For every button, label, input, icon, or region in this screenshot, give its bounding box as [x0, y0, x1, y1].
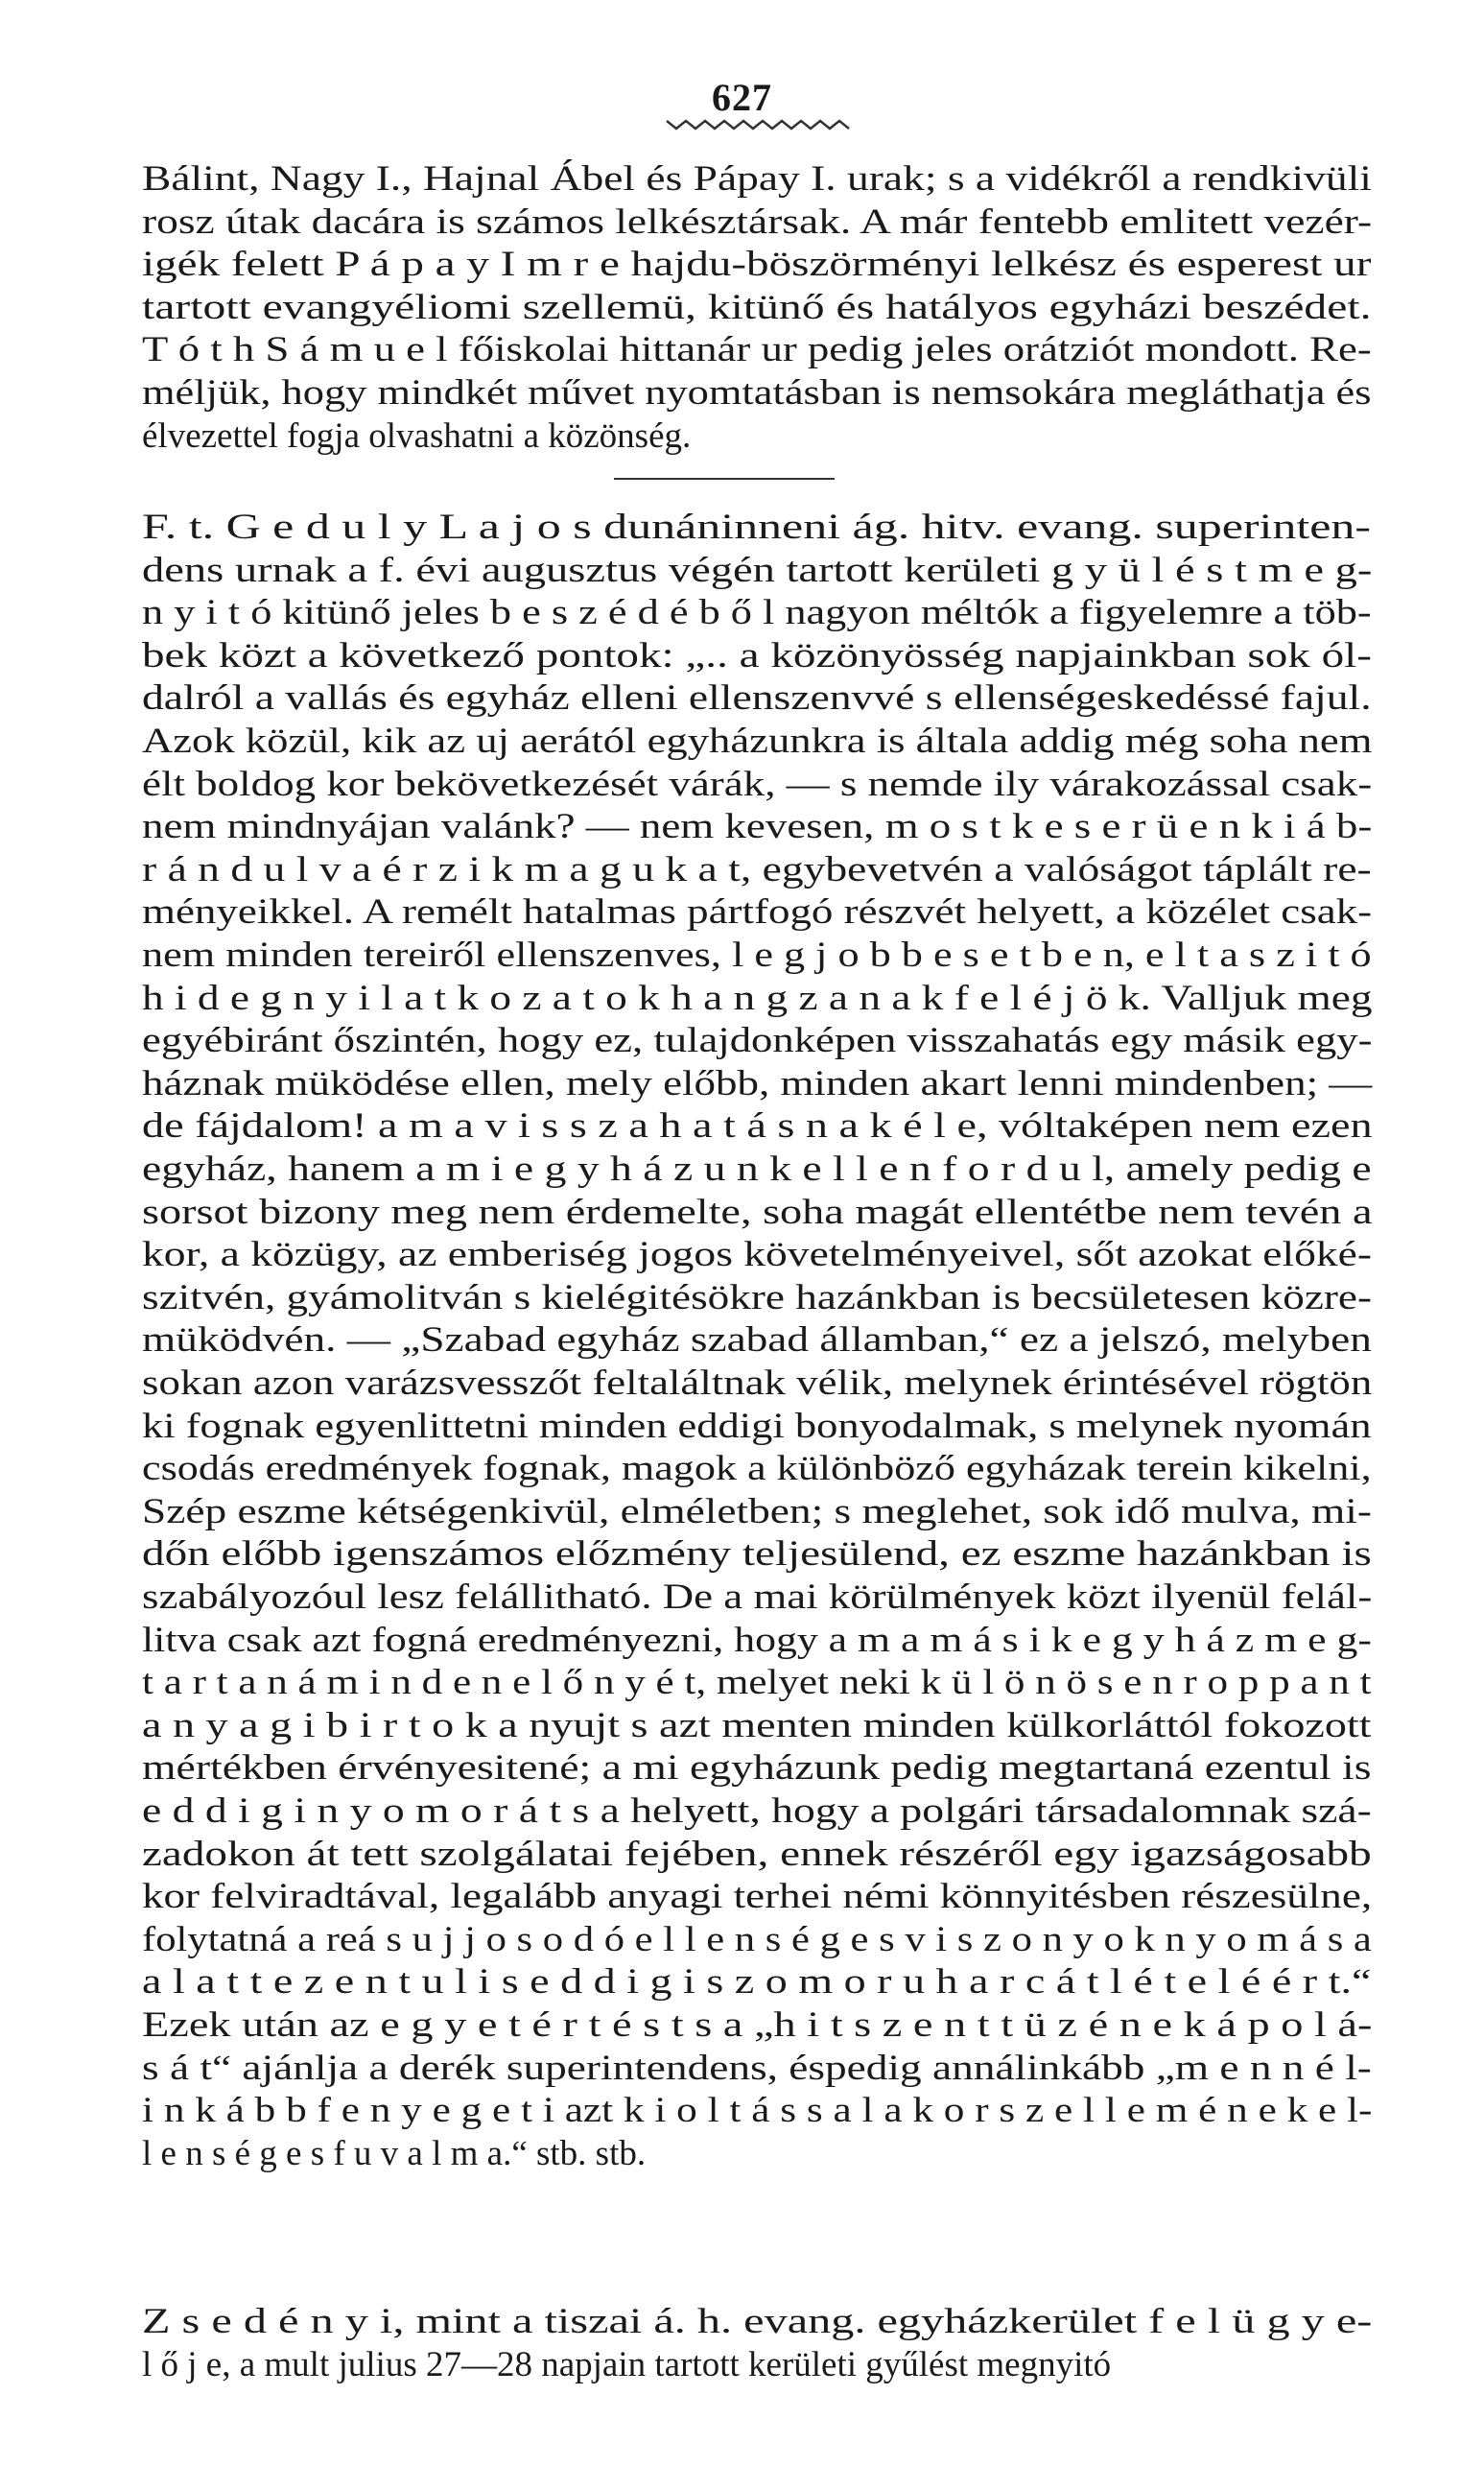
text-line: Z s e d é n y i, mint a tiszai á. h. evang. egyházkerület f e l ü g y e- [142, 2302, 1373, 2341]
text-line: de fájdalom! a m a v i s s z a h a t á s n a k é l e, vóltaképen nem ezen [142, 1106, 1373, 1147]
text-line: kor felviradtával, legalább anyagi terhei némi könnyitésben részesülne, [142, 1877, 1373, 1917]
text-line: T ó t h S á m u e l főiskolai hittanár ur pedig jeles orátziót mondott. Re- [142, 330, 1372, 370]
text-line: élt boldog kor bekövetkezését várák, — s nemde ily várakozással csak- [142, 764, 1373, 804]
text-line: zadokon át tett szolgálatai fejében, ennek részéről egy igazságosabb [142, 1834, 1372, 1874]
text-line: bek közt a következő pontok: „.. a közönyösség napjainkban sok ól- [142, 635, 1372, 676]
text-line: szabályozóul lesz felállitható. De a mai körülmények közt ilyenül felál- [142, 1577, 1373, 1617]
text-line: F. t. G e d u l y L a j o s dunáninneni ág. hitv. evang. superinten- [142, 508, 1372, 547]
section-divider [614, 478, 835, 480]
text-line: t a r t a n á m i n d e n e l ő n y é t, melyet neki k ü l ö n ö s e n r o p p a n t [142, 1663, 1372, 1703]
text-line: l ő j e, a mult julius 27—28 napjain tartott kerületi gyűlést megnyitó [142, 2344, 1112, 2384]
text-line: Azok közül, kik az uj aerától egyházunkra is általa addig még soha nem [142, 722, 1373, 761]
text-line: nem minden tereiről ellenszenves, l e g j o b b e s e t b e n, e l t a s z i t ó [142, 936, 1372, 975]
section-report [142, 158, 1372, 465]
text-line: élvezettel fogja olvashatni a közönség. [142, 415, 692, 456]
text-line: háznak müködése ellen, mely előbb, minden akart lenni mindenben; — [142, 1063, 1373, 1103]
text-line: r á n d u l v a é r z i k m a g u k a t, egybevetvén a valóságot táplált re- [142, 849, 1372, 889]
text-line: l e n s é g e s f u v a l m a.“ stb. stb. [142, 2133, 647, 2173]
text-line: e d d i g i n y o m o r á t s a helyett, hogy a polgári társadalomnak szá- [142, 1791, 1372, 1831]
text-line: mértékben érvényesitené; a mi egyházunk pedig megtartaná ezentul is [142, 1748, 1372, 1789]
text-line: tartott evangyéliomi szellemü, kitünő és hatályos egyházi beszédet. [142, 287, 1372, 327]
text-line: folytatná a reá s u j j o s o d ó e l l e n s é g e s v i s z o n y o k n y o m á s a [142, 1919, 1372, 1959]
text-line: egyébiránt őszintén, hogy ez, tulajdonképen visszahatás egy másik egy- [142, 1021, 1373, 1061]
ornament-divider [662, 113, 854, 134]
text-line: a l a t t e z e n t u l i s e d d i g i s z o m o r u h a r c á t l é t e l é é r t.“ [142, 1962, 1372, 2003]
text-line: csodás eredmények fognak, magok a különböző egyházak terein kikelni, [142, 1449, 1372, 1489]
text-line: egyház, hanem a m i e g y h á z u n k e l l e n f o r d u l, amely pedig e [142, 1150, 1372, 1189]
section-zsedenyi [142, 2301, 1372, 2397]
text-line: rosz útak dacára is számos lelkésztársak. A már fentebb emlitett vezér- [142, 202, 1373, 242]
text-line: Ezek után az e g y e t é r t é s t s a „h i t s z e n t t ü z é n e k á p o l á- [142, 2005, 1373, 2045]
text-line: dalról a vallás és egyház elleni ellenszenvvé s ellenségeskedéssé fajul. [142, 678, 1372, 719]
text-line: szitvén, gyámolitván s kielégitésökre hazánkban is becsületesen közre- [142, 1277, 1373, 1317]
text-line: dőn előbb igenszámos előzmény teljesülend, ez eszme hazánkban is [142, 1534, 1372, 1575]
text-line: sokan azon varázsvesszőt feltaláltnak vélik, melynek érintésével rögtön [142, 1363, 1373, 1403]
text-line: sorsot bizony meg nem érdemelte, soha magát ellentétbe nem tevén a [142, 1192, 1373, 1232]
text-line: Bálint, Nagy I., Hajnal Ábel és Pápay I. urak; s a vidékről a rendkivüli [142, 159, 1372, 199]
text-line: igék felett P á p a y I m r e hajdu-böszörményi lelkész és esperest ur [142, 245, 1372, 285]
text-line: kor, a közügy, az emberiség jogos követelményeivel, sőt azokat előké- [142, 1235, 1373, 1275]
text-line: i n k á b b f e n y e g e t i azt k i o l t á s s a l a k o r s z e l l e m é n e k e l- [142, 2091, 1373, 2131]
text-line: Szép eszme kétségenkivül, elméletben; s meglehet, sok idő mulva, mi- [142, 1491, 1373, 1531]
section-superintendent-speech [142, 507, 1372, 2272]
text-line: ményeikkel. A remélt hatalmas pártfogó részvét helyett, a közélet csak- [142, 892, 1373, 933]
text-line: a n y a g i b i r t o k a nyujt s azt menten minden külkorláttól fokozott [142, 1705, 1372, 1745]
text-line: n y i t ó kitünő jeles b e s z é d é b ő l nagyon méltók a figyelemre a töb- [142, 593, 1372, 633]
text-line: dens urnak a f. évi augusztus végén tartott kerületi g y ü l é s t m e g- [142, 550, 1373, 590]
text-line: müködvén. — „Szabad egyház szabad államban,“ ez a jelszó, melyben [142, 1320, 1372, 1361]
text-line: h i d e g n y i l a t k o z a t o k h a n g z a n a k f e l é j ö k. Valljuk meg [142, 978, 1373, 1018]
text-line: nem mindnyájan valánk? — nem kevesen, m o s t k e s e r ü e n k i á b- [142, 807, 1373, 847]
text-line: méljük, hogy mindkét művet nyomtatásban is nemsokára megláthatja és [142, 373, 1372, 413]
text-line: s á t“ ajánlja a derék superintendens, éspedig annálinkább „m e n n é l- [142, 2048, 1372, 2088]
text-line: litva csak azt fogná eredményezni, hogy a m a m á s i k e g y h á z m e g- [142, 1620, 1372, 1660]
page-number: 627 [712, 76, 772, 119]
text-line: ki fognak egyenlittetni minden eddigi bonyodalmak, s melynek nyomán [142, 1406, 1372, 1446]
